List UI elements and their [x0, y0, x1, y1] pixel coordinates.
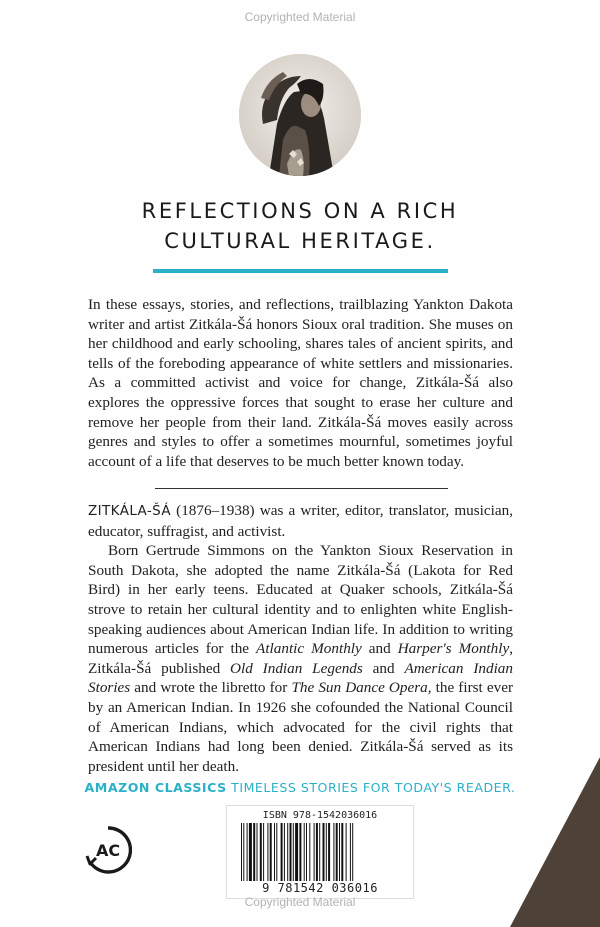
series-slogan: TIMELESS STORIES FOR TODAY'S READER.: [226, 780, 516, 795]
logo-text: AC: [95, 841, 121, 860]
headline-line-1: REFLECTIONS ON A RICH: [141, 199, 459, 223]
bio-text: , the first ever by an American Indian. In 1926 she cofounded the National Council of American Indians, which advocated for the civil rights that American Indians had long been denied. Zitkála-Šá served as its president until her death.: [88, 679, 513, 775]
amazon-classics-logo: [84, 826, 132, 874]
bio-text: Born Gertrude Simmons on the Yankton Sioux Reservation in South Dakota, she adopted the name Zitkála-Šá (Lakota for Red Bird) in her early teens. Educated at Quaker schools, Zitkála-Šá strove to retain her cultural identity and to enlighten white English-speaking audiences about American Indian life. In addition to writing numerous articles for the: [88, 542, 513, 658]
accent-rule: [153, 269, 448, 273]
opera-title: The Sun Dance Opera: [291, 679, 428, 697]
headline: [0, 196, 600, 256]
isbn-label: ISBN 978-1542036016: [262, 810, 378, 821]
copyright-watermark-top: Copyrighted Material: [244, 10, 356, 24]
publication-title: Atlantic Monthly: [256, 640, 362, 658]
book-blurb: In these essays, stories, and reflections, trailblazing Yankton Dakota writer and artist Zitkála-Šá honors Sioux oral tradition. She muses on her childhood and early schooling, shares tales of ancient spirits, and tells of the foreboding appearance of white settlers and missionaries. As a committed activist and voice for change, Zitkála-Šá also explores the oppressive forces that sought to erase her culture and remove her people from their land. Zitkála-Šá moves easily across genres and styles to offer a sometimes mournful, sometimes joyful account of a life that deserves to be much better known today.: [88, 296, 513, 470]
author-bio-intro: (1876–1938) was a writer, editor, translator, musician, educator, suffragist, and activist.: [88, 502, 513, 540]
book-title: American Indian Stories: [88, 659, 513, 697]
bio-text: and wrote the libretto for: [130, 679, 292, 697]
series-brand: AMAZON CLASSICS: [84, 780, 227, 795]
section-divider: [155, 488, 448, 489]
author-bio: [88, 501, 513, 776]
bio-text: , Zitkála-Šá published: [88, 640, 513, 677]
copyright-watermark-bottom: Copyrighted Material: [244, 895, 356, 909]
barcode-digits: 9 781542 036016: [262, 881, 378, 895]
bio-text: and: [361, 640, 398, 658]
headline-line-2: CULTURAL HERITAGE.: [164, 229, 436, 253]
publication-title: Harper's Monthly: [397, 640, 510, 658]
barcode-graphic: [239, 823, 401, 881]
author-portrait-photo: [239, 54, 361, 176]
book-title: Old Indian Legends: [230, 659, 363, 677]
author-name: ZITKÁLA-ŠÁ: [88, 503, 172, 519]
isbn-barcode: [226, 805, 414, 899]
bio-text: and: [362, 659, 405, 677]
